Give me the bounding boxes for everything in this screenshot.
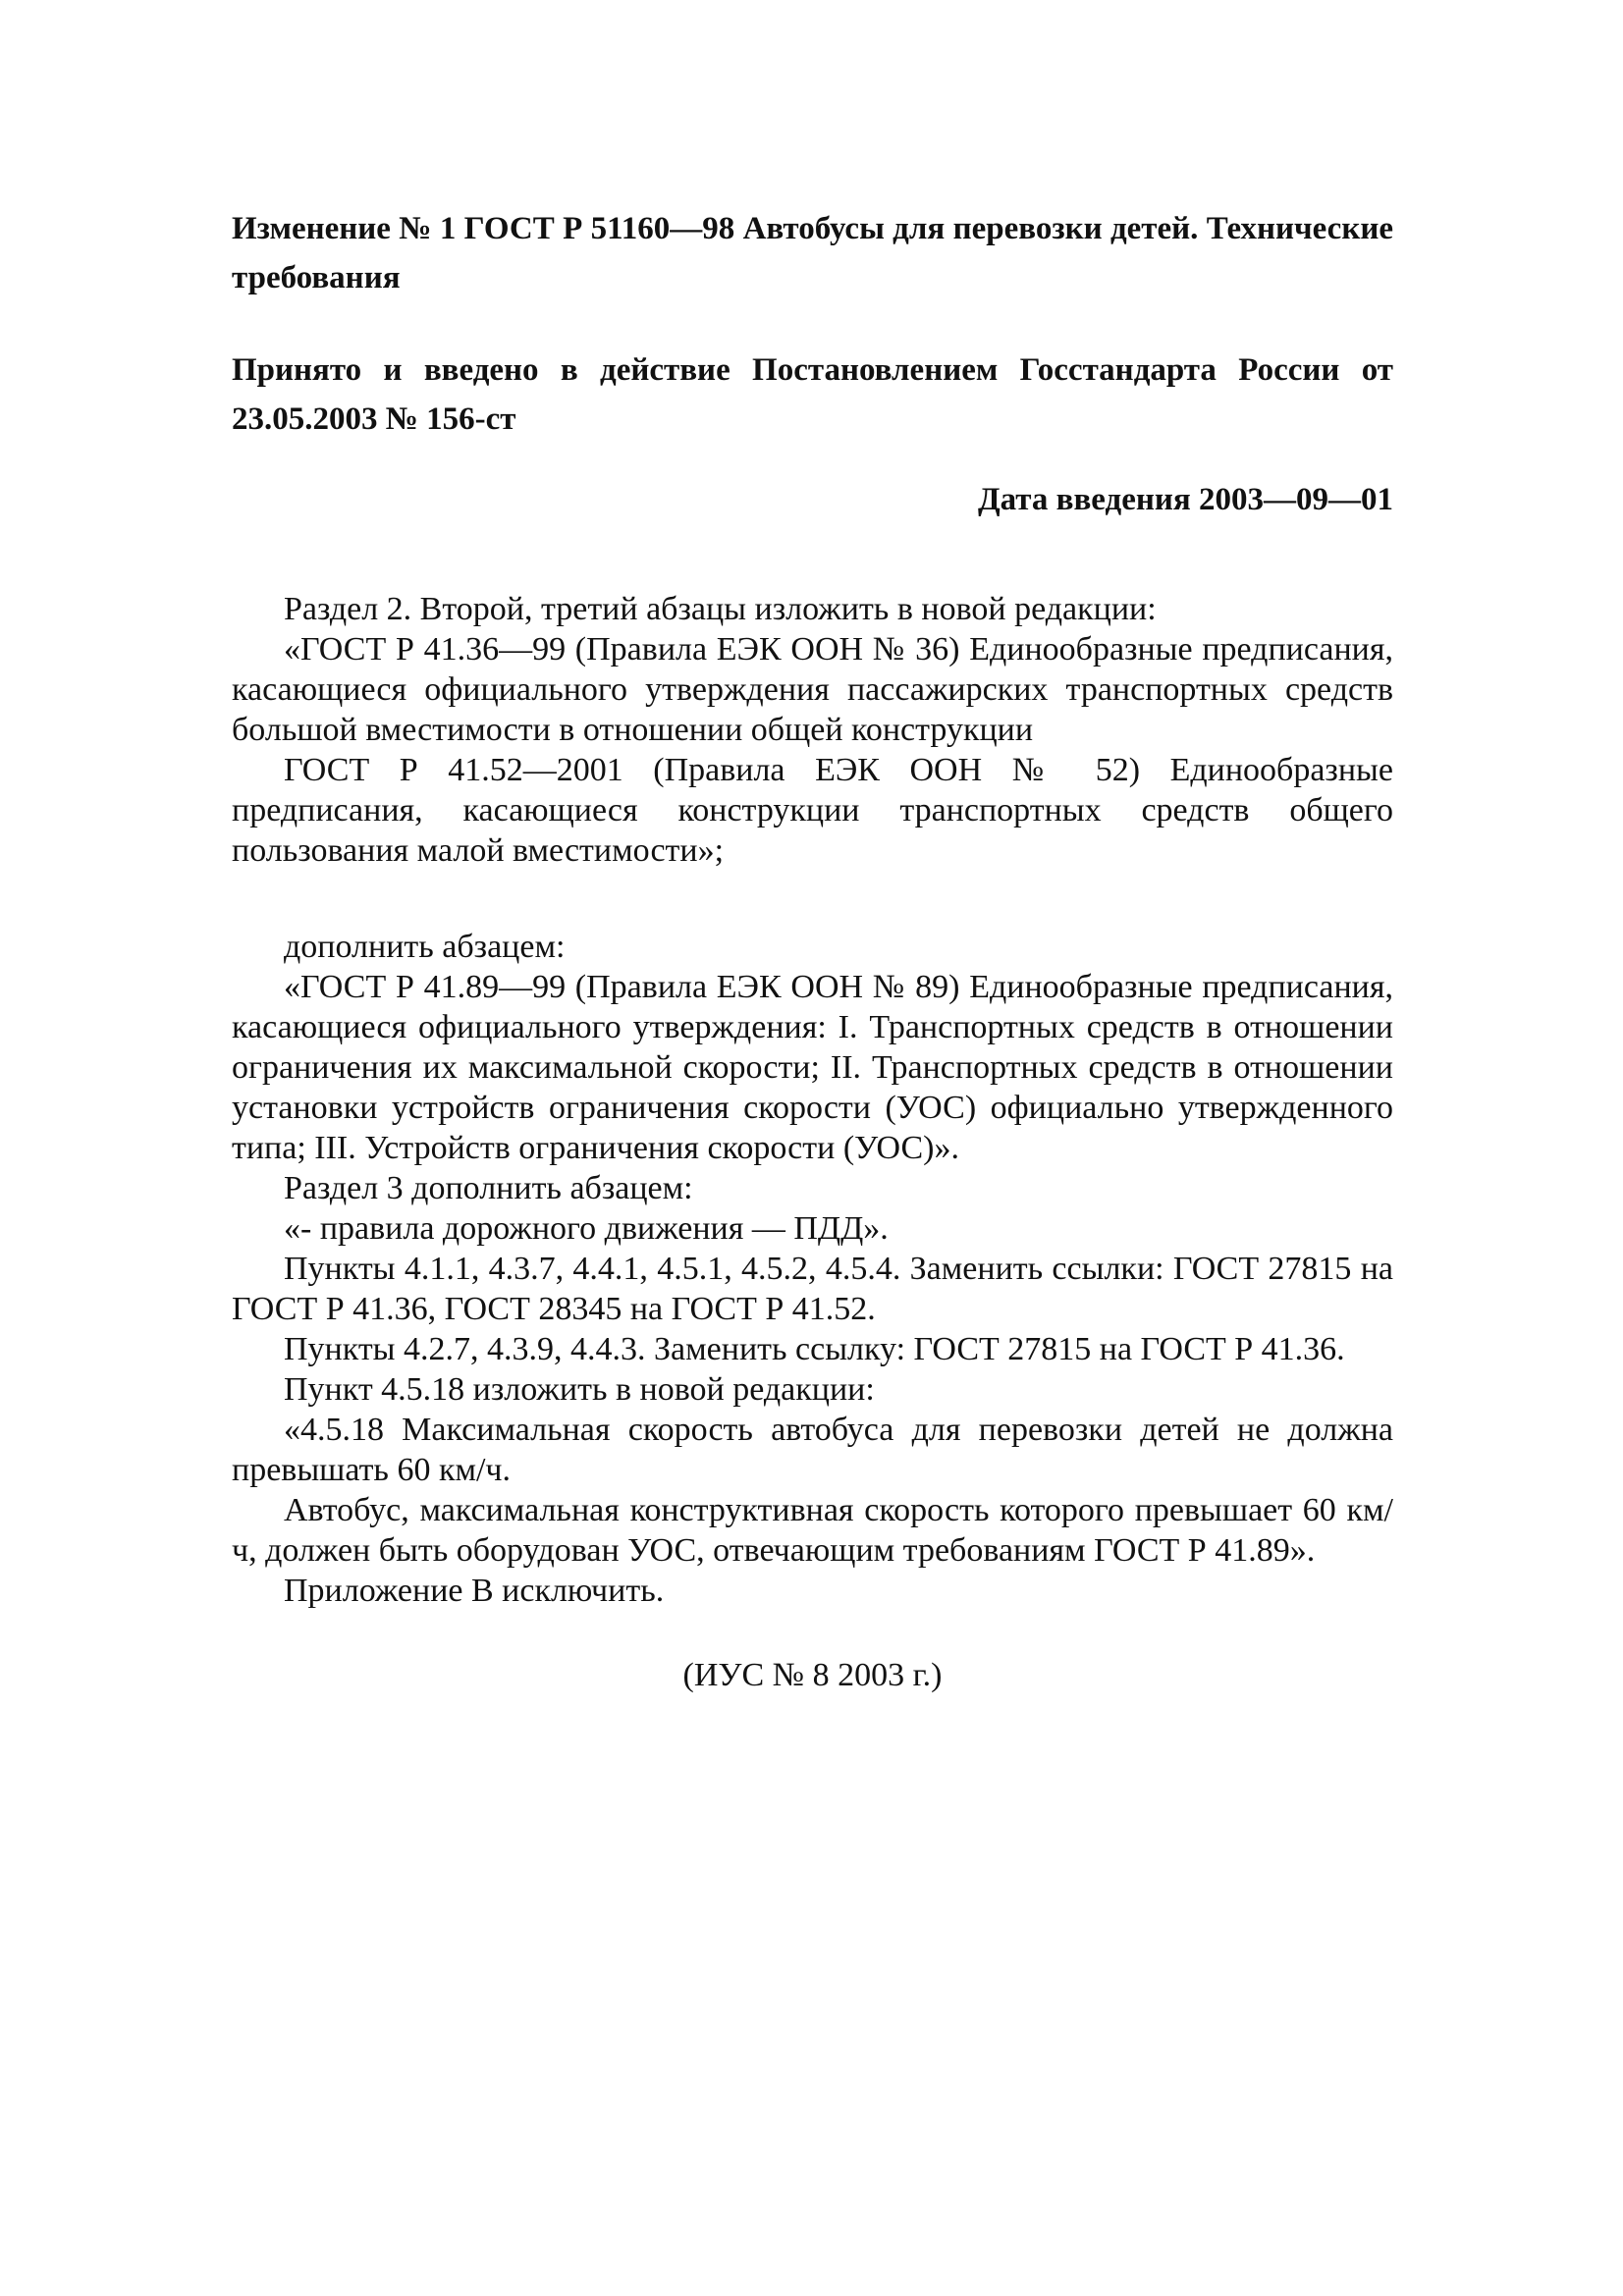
effective-date: Дата введения 2003—09—01 bbox=[977, 482, 1393, 517]
paragraph-supplement: дополнить абзацем: bbox=[284, 929, 566, 965]
amendment-body bbox=[232, 589, 1393, 1611]
paragraph-points-refs: Пункты 4.1.1, 4.3.7, 4.4.1, 4.5.1, 4.5.2, 4.5.4. Заменить ссылки: ГОСТ 27815 на ГОСТ Р 41.36, ГОСТ 28345 на ГОСТ Р 41.52. bbox=[232, 1251, 1393, 1327]
paragraph-section-3: Раздел 3 дополнить абзацем: bbox=[284, 1170, 693, 1206]
paragraph-gost-41-52: ГОСТ Р 41.52—2001 (Правила ЕЭК ООН № 52) Единообразные предписания, касающиеся конструкции транспортных средств общего пользования малой вместимости»; bbox=[232, 752, 1393, 869]
paragraph-section-2: Раздел 2. Второй, третий абзацы изложить в новой редакции: bbox=[284, 591, 1157, 627]
paragraph-gost-41-36: «ГОСТ Р 41.36—99 (Правила ЕЭК ООН № 36) Единообразные предписания, касающиеся официального утверждения пассажирских транспортных средств большой вместимости в отношении общей конструкции bbox=[232, 631, 1393, 748]
amendment-title: Изменение № 1 ГОСТ Р 51160—98 Автобусы для перевозки детей. Технические требования bbox=[232, 211, 1393, 295]
paragraph-bus-speed-limiter: Автобус, максимальная конструктивная скорость которого превышает 60 км/ч, должен быть оборудован УОС, отвечающим требованиям ГОСТ Р 41.89». bbox=[232, 1492, 1393, 1569]
source-reference: (ИУС № 8 2003 г.) bbox=[682, 1657, 943, 1693]
document-page bbox=[232, 204, 1393, 1695]
adoption-statement: Принято и введено в действие Постановлением Госстандарта России от 23.05.2003 № 156-ст bbox=[232, 352, 1393, 437]
paragraph-gap bbox=[232, 871, 1393, 927]
paragraph-point-4-5-18: Пункт 4.5.18 изложить в новой редакции: bbox=[284, 1371, 875, 1408]
paragraph-annex-b: Приложение В исключить. bbox=[284, 1573, 665, 1609]
paragraph-max-speed: «4.5.18 Максимальная скорость автобуса для перевозки детей не должна превышать 60 км/ч. bbox=[232, 1412, 1393, 1488]
paragraph-pdd: «- правила дорожного движения — ПДД». bbox=[284, 1210, 889, 1247]
paragraph-gost-41-89: «ГОСТ Р 41.89—99 (Правила ЕЭК ООН № 89) Единообразные предписания, касающиеся официального утверждения: I. Транспортных средств в отношении ограничения их максимальной скорости; II. Транспортных средств в отношении установки устройств ограничения скорости (УОС) официально утвержденного типа; III. Устройств ограничения скорости (УОС)». bbox=[232, 969, 1393, 1166]
paragraph-points-ref: Пункты 4.2.7, 4.3.9, 4.4.3. Заменить ссылку: ГОСТ 27815 на ГОСТ Р 41.36. bbox=[284, 1331, 1345, 1367]
